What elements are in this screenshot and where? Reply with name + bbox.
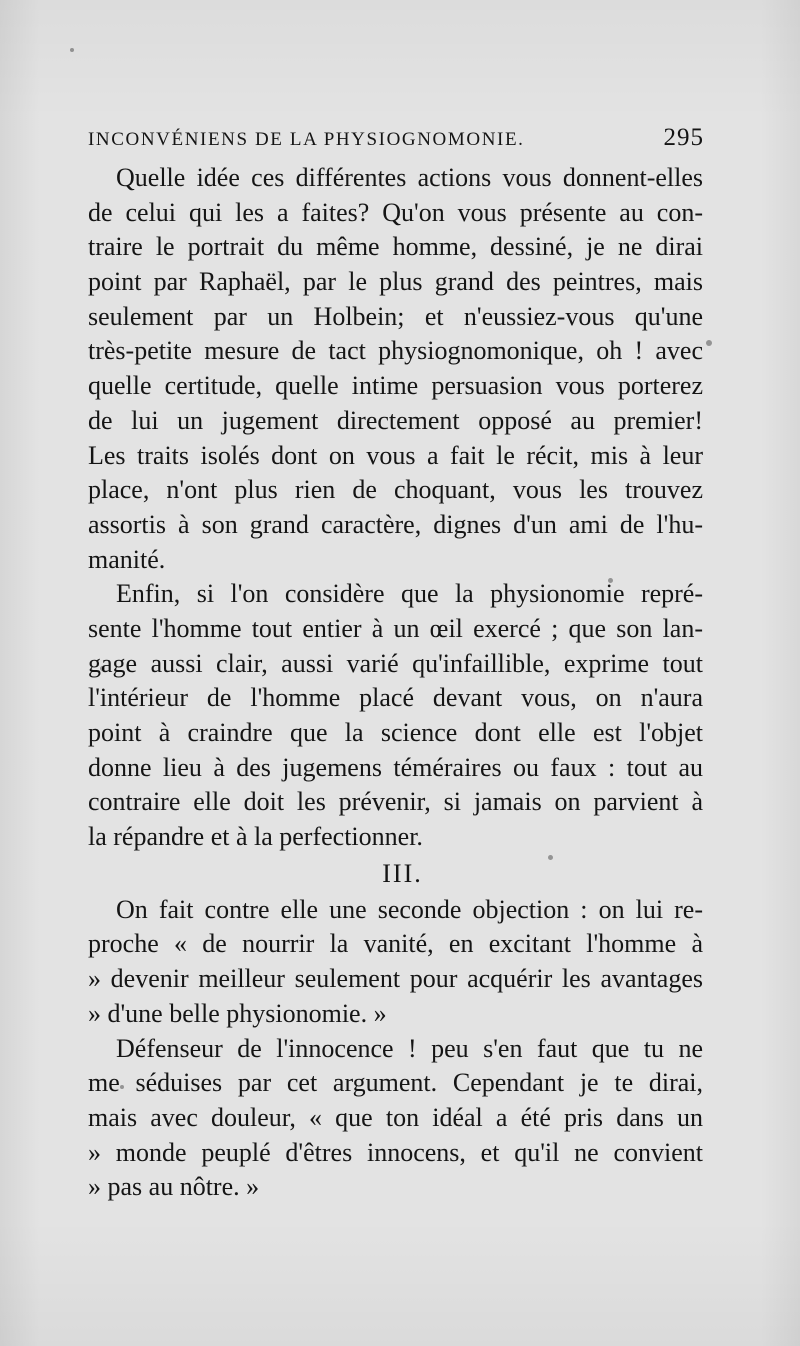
text-line: point à craindre que la science dont elle est l'objet [88, 718, 703, 747]
text-line: On fait contre elle une seconde objection : on lui re- [116, 894, 703, 924]
page-number: 295 [663, 124, 704, 151]
text-line: très-petite mesure de tact physiognomonique, oh ! avec [88, 336, 703, 366]
ink-speck [608, 578, 613, 583]
ink-speck [70, 48, 74, 52]
page-header [88, 124, 704, 158]
text-line: me séduises par cet argument. Cependant je te dirai, [88, 1068, 703, 1098]
text-line: proche « de nourrir la vanité, en excitant l'homme à [88, 929, 703, 959]
text-line: » d'une belle physionomie. » [88, 998, 387, 1028]
text-line: Enfin, si l'on considère que la physionomie repré- [116, 579, 703, 609]
text-line: seulement par un Holbein; et n'eussiez-vous qu'une [88, 301, 703, 331]
paragraph-2 [88, 577, 703, 855]
ink-speck [120, 1085, 124, 1089]
ink-speck [100, 666, 105, 671]
running-head: INCONVÉNIENS DE LA PHYSIOGNOMONIE. [88, 129, 525, 150]
text-line: point par Raphaël, par le plus grand des peintres, mais [88, 267, 703, 297]
text-line: » monde peuplé d'êtres innocens, et qu'il ne convient [88, 1137, 703, 1167]
text-line: de celui qui les a faites? Qu'on vous présente au con- [88, 197, 703, 227]
text-line: » pas au nôtre. » [88, 1172, 260, 1202]
text-line: mais avec douleur, « que ton idéal a été pris dans un [88, 1102, 703, 1132]
text-line: place, n'ont plus rien de choquant, vous les trouvez [88, 475, 703, 505]
text-line: traire le portrait du même homme, dessiné, je ne dirai [88, 232, 703, 262]
text-line: assortis à son grand caractère, dignes d'un ami de l'hu- [88, 509, 703, 539]
text-line: quelle certitude, quelle intime persuasion vous porterez [88, 371, 703, 401]
text-line: contraire elle doit les prévenir, si jamais on parvient à [88, 787, 703, 817]
section-heading: III. [382, 858, 423, 888]
text-line: manité. [88, 544, 166, 574]
body-text [88, 161, 703, 1205]
paragraph-1 [88, 161, 703, 577]
text-line: de lui un jugement directement opposé au premier! [88, 405, 703, 435]
text-line: donne lieu à des jugemens téméraires ou faux : tout au [88, 752, 703, 782]
text-line: Quelle idée ces différentes actions vous donnent-elles [116, 163, 703, 192]
text-line: Défenseur de l'innocence ! peu s'en faut que tu ne [116, 1033, 703, 1063]
text-line: Les traits isolés dont on vous a fait le récit, mis à leur [88, 440, 703, 470]
text-line: la répandre et à la perfectionner. [88, 822, 423, 852]
text-line: » devenir meilleur seulement pour acquérir les avantages [88, 964, 703, 994]
text-line: sente l'homme tout entier à un œil exercé ; que son lan- [88, 613, 703, 643]
ink-speck [706, 340, 712, 346]
paragraph-3 [88, 893, 703, 1032]
ink-speck [548, 855, 553, 860]
text-line: l'intérieur de l'homme placé devant vous, on n'aura [88, 683, 703, 713]
paragraph-4 [88, 1032, 703, 1205]
text-line: gage aussi clair, aussi varié qu'infaillible, exprime tout [88, 648, 703, 678]
